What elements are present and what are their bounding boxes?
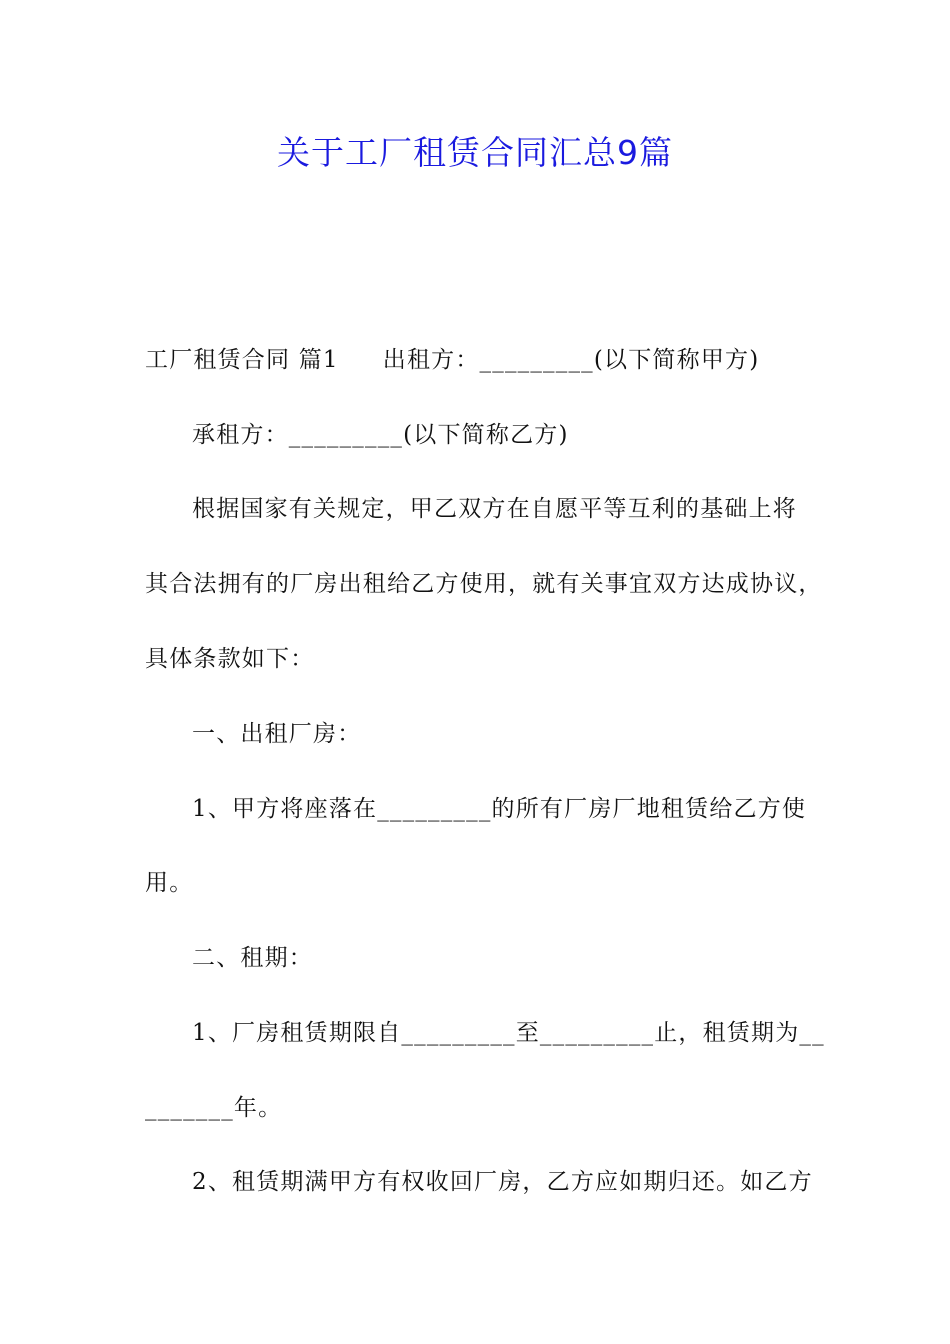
clause-line: _______年。 xyxy=(145,1095,283,1121)
lessee-line: 承租方：_________(以下简称乙方) xyxy=(192,422,569,448)
section-heading: 工厂租赁合同 篇1 xyxy=(145,347,339,373)
clause-line: 2、租赁期满甲方有权收回厂房，乙方应如期归还。如乙方 xyxy=(192,1169,813,1195)
section-heading-lease-term: 二、租期： xyxy=(192,945,313,971)
clause-line: 1、厂房租赁期限自_________至_________止，租赁期为__ xyxy=(192,1020,825,1046)
clause-line: 用。 xyxy=(145,870,194,896)
lessor-line: 出租方：_________(以下简称甲方) xyxy=(382,347,760,373)
paragraph-line: 具体条款如下： xyxy=(145,646,315,672)
document-title: 关于工厂租赁合同汇总9篇 xyxy=(277,133,673,172)
contract-line-1 xyxy=(145,342,815,378)
paragraph-line: 其合法拥有的厂房出租给乙方使用，就有关事宜双方达成协议， xyxy=(145,571,823,597)
clause-line: 1、甲方将座落在_________的所有厂房厂地租赁给乙方使 xyxy=(192,796,807,822)
paragraph-line: 根据国家有关规定，甲乙双方在自愿平等互利的基础上将 xyxy=(192,496,797,522)
section-heading-rental-factory: 一、出租厂房： xyxy=(192,721,362,747)
